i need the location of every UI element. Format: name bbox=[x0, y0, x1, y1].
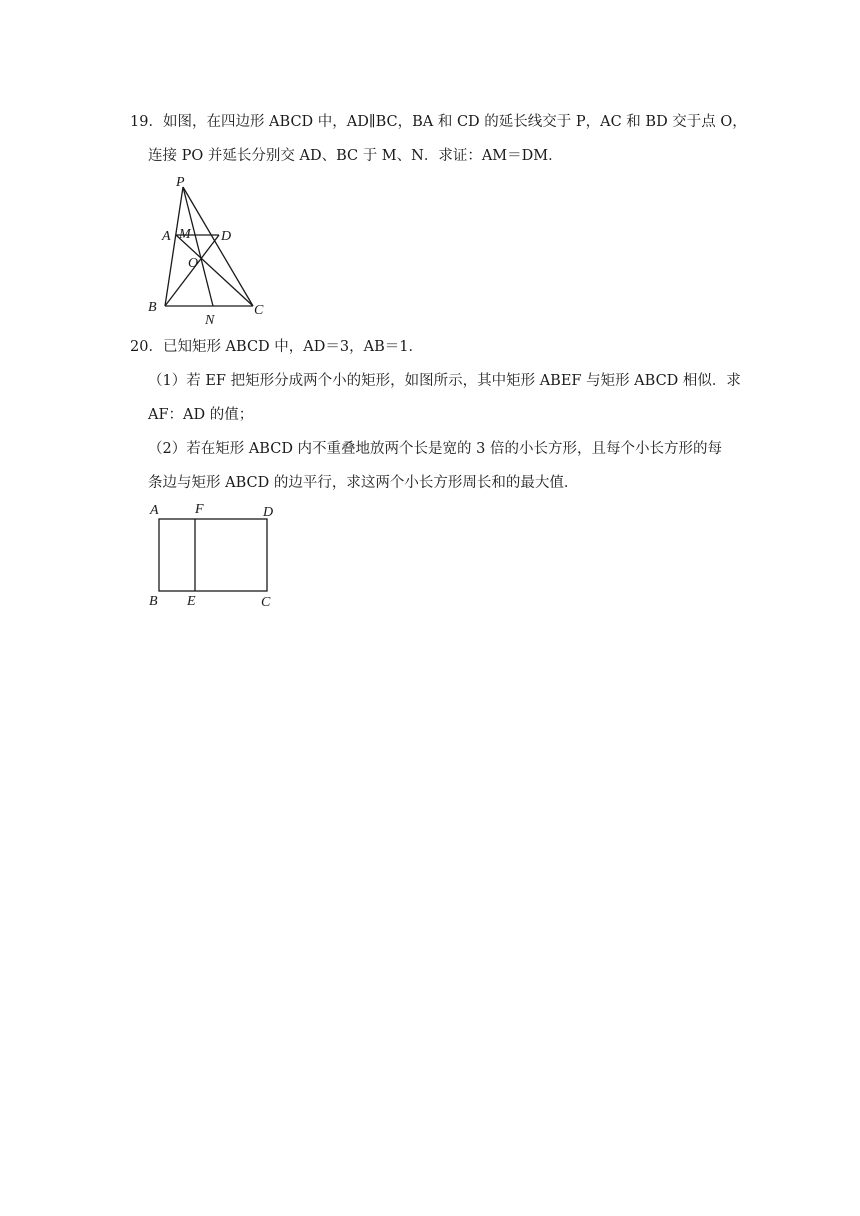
label-p: P bbox=[176, 175, 185, 190]
q20-part2-line-2: 条边与矩形 ABCD 的边平行，求这两个小长方形周长和的最大值． bbox=[148, 475, 579, 491]
q20-part2-line-1: （2）若在矩形 ABCD 内不重叠地放两个长是宽的 3 倍的小长方形，且每个小长方形的每 bbox=[148, 441, 723, 457]
label-a: A bbox=[162, 229, 171, 244]
label-f: F bbox=[195, 502, 204, 517]
label-d: D bbox=[221, 229, 232, 244]
segment-pc bbox=[183, 187, 253, 306]
label-c: C bbox=[254, 303, 264, 318]
label-b: B bbox=[148, 300, 157, 315]
q20-part1-line-1: （1）若 EF 把矩形分成两个小的矩形，如图所示，其中矩形 ABEF 与矩形 ABCD 相似．求 bbox=[148, 373, 741, 389]
q19-figure bbox=[140, 168, 290, 328]
label-c: C bbox=[261, 595, 271, 610]
q19-line-2: 连接 PO 并延长分别交 AD、BC 于 M、N．求证：AM＝DM． bbox=[148, 148, 563, 164]
rectangle-abcd bbox=[159, 519, 267, 591]
q20-figure bbox=[140, 498, 290, 613]
label-e: E bbox=[187, 594, 196, 609]
label-o: O bbox=[188, 256, 199, 271]
label-d: D bbox=[263, 505, 274, 520]
label-b: B bbox=[149, 594, 158, 609]
q20-part1-line-2: AF：AD 的值； bbox=[148, 407, 254, 423]
q20-line-1: 20．已知矩形 ABCD 中，AD＝3，AB＝1． bbox=[130, 339, 423, 355]
label-a: A bbox=[150, 503, 159, 518]
label-m: M bbox=[179, 227, 191, 242]
segment-pn bbox=[183, 187, 213, 306]
segment-pb bbox=[165, 187, 183, 306]
label-n: N bbox=[205, 313, 215, 328]
q19-line-1: 19．如图，在四边形 ABCD 中，AD∥BC，BA 和 CD 的延长线交于 P，AC 和 BD 交于点 O， bbox=[130, 114, 747, 130]
